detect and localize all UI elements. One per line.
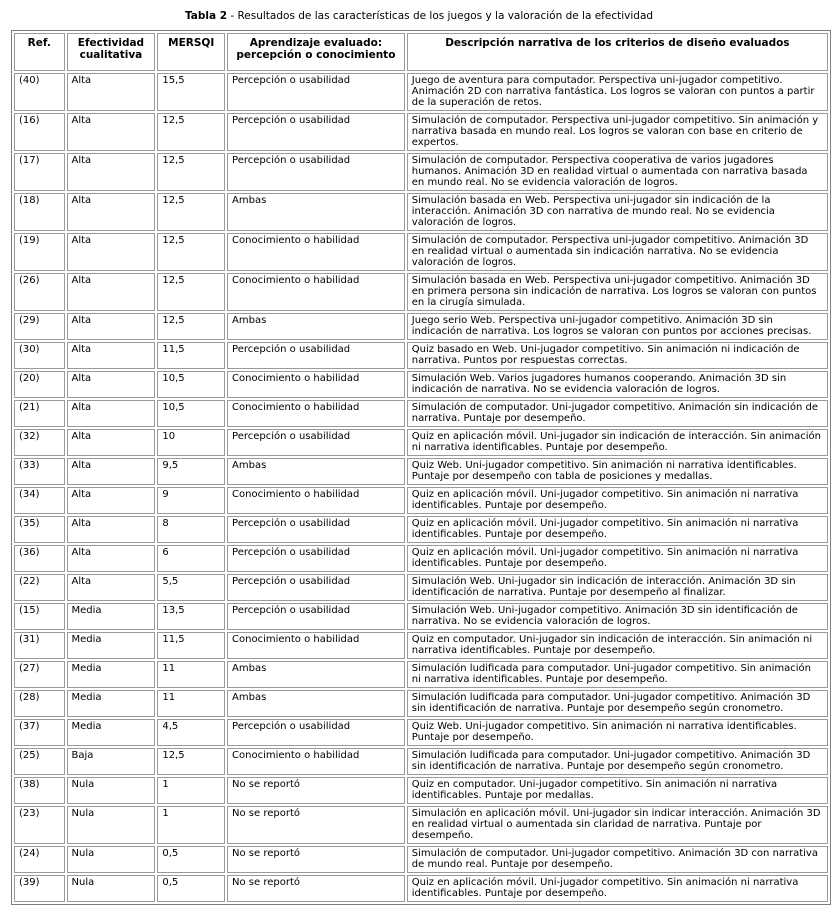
mersqi-cell: 6 — [157, 545, 225, 572]
efectividad-cell: Alta — [67, 342, 156, 369]
mersqi-cell: 0,5 — [157, 846, 225, 873]
ref-cell: (36) — [14, 545, 65, 572]
aprendizaje-cell: Percepción o usabilidad — [227, 73, 405, 111]
table-row — [14, 603, 828, 630]
table-row — [14, 748, 828, 775]
results-table — [11, 30, 831, 905]
efectividad-cell: Media — [67, 661, 156, 688]
table-row — [14, 429, 828, 456]
ref-cell: (32) — [14, 429, 65, 456]
efectividad-cell: Media — [67, 603, 156, 630]
ref-cell: (34) — [14, 487, 65, 514]
descripcion-cell: Quiz basado en Web. Uni-jugador competitivo. Sin animación ni indicación de narrativa. Puntos por respuestas correctas. — [407, 342, 828, 369]
aprendizaje-cell: No se reportó — [227, 846, 405, 873]
table-row — [14, 487, 828, 514]
table-row — [14, 371, 828, 398]
aprendizaje-cell: Percepción o usabilidad — [227, 153, 405, 191]
efectividad-cell: Alta — [67, 313, 156, 340]
ref-cell: (16) — [14, 113, 65, 151]
aprendizaje-cell: Percepción o usabilidad — [227, 113, 405, 151]
mersqi-cell: 10 — [157, 429, 225, 456]
ref-cell: (19) — [14, 233, 65, 271]
aprendizaje-cell: Percepción o usabilidad — [227, 574, 405, 601]
ref-cell: (29) — [14, 313, 65, 340]
descripcion-cell: Simulación de computador. Uni-jugador competitivo. Animación sin indicación de narrativa. Puntaje por desempeño. — [407, 400, 828, 427]
mersqi-cell: 12,5 — [157, 113, 225, 151]
efectividad-cell: Nula — [67, 777, 156, 804]
table-row — [14, 632, 828, 659]
descripcion-cell: Juego serio Web. Perspectiva uni-jugador competitivo. Animación 3D sin indicación de narrativa. Los logros se valoran con puntos por acciones precisas. — [407, 313, 828, 340]
aprendizaje-cell: Percepción o usabilidad — [227, 719, 405, 746]
table-caption-label: Tabla 2 — [184, 10, 228, 22]
table-row — [14, 545, 828, 572]
efectividad-cell: Alta — [67, 574, 156, 601]
aprendizaje-cell: No se reportó — [227, 777, 405, 804]
descripcion-cell: Quiz en aplicación móvil. Uni-jugador competitivo. Sin animación ni narrativa identificables. Puntaje por desempeño. — [407, 487, 828, 514]
column-header-efectividad: Efectividad cualitativa — [67, 33, 156, 71]
efectividad-cell: Alta — [67, 545, 156, 572]
descripcion-cell: Quiz Web. Uni-jugador competitivo. Sin animación ni narrativa identificables. Puntaje por desempeño. — [407, 719, 828, 746]
ref-cell: (37) — [14, 719, 65, 746]
efectividad-cell: Baja — [67, 748, 156, 775]
table-row — [14, 846, 828, 873]
efectividad-cell: Alta — [67, 113, 156, 151]
column-header-mersqi: MERSQI — [157, 33, 225, 71]
ref-cell: (33) — [14, 458, 65, 485]
aprendizaje-cell: Percepción o usabilidad — [227, 429, 405, 456]
table-row — [14, 193, 828, 231]
efectividad-cell: Alta — [67, 458, 156, 485]
efectividad-cell: Alta — [67, 487, 156, 514]
aprendizaje-cell: Percepción o usabilidad — [227, 603, 405, 630]
table-caption — [3, 10, 835, 23]
aprendizaje-cell: Ambas — [227, 313, 405, 340]
mersqi-cell: 12,5 — [157, 313, 225, 340]
table-row — [14, 875, 828, 902]
descripcion-cell: Simulación basada en Web. Perspectiva uni-jugador competitivo. Animación 3D en primera persona sin indicación de narrativa. Los logros se valoran con puntos en la cirugía simulada. — [407, 273, 828, 311]
descripcion-cell: Quiz Web. Uni-jugador competitivo. Sin animación ni narrativa identificables. Puntaje por desempeño con tabla de posiciones y medallas. — [407, 458, 828, 485]
table-row — [14, 233, 828, 271]
mersqi-cell: 10,5 — [157, 400, 225, 427]
column-header-ref: Ref. — [14, 33, 65, 71]
descripcion-cell: Simulación en aplicación móvil. Uni-jugador sin indicar interacción. Animación 3D en realidad virtual o aumentada sin claridad de narrativa. Puntaje por desempeño. — [407, 806, 828, 844]
efectividad-cell: Alta — [67, 73, 156, 111]
mersqi-cell: 8 — [157, 516, 225, 543]
ref-cell: (28) — [14, 690, 65, 717]
table-row — [14, 113, 828, 151]
efectividad-cell: Alta — [67, 516, 156, 543]
ref-cell: (31) — [14, 632, 65, 659]
descripcion-cell: Simulación de computador. Uni-jugador competitivo. Animación 3D con narrativa de mundo real. Puntaje por desempeño. — [407, 846, 828, 873]
ref-cell: (39) — [14, 875, 65, 902]
descripcion-cell: Juego de aventura para computador. Perspectiva uni-jugador competitivo. Animación 2D con narrativa fantástica. Los logros se valoran con puntos a partir de la superación de retos. — [407, 73, 828, 111]
ref-cell: (20) — [14, 371, 65, 398]
mersqi-cell: 0,5 — [157, 875, 225, 902]
aprendizaje-cell: Percepción o usabilidad — [227, 545, 405, 572]
descripcion-cell: Simulación de computador. Perspectiva uni-jugador competitivo. Sin animación y narrativa basada en mundo real. Los logros se valoran con base en criterio de expertos. — [407, 113, 828, 151]
efectividad-cell: Alta — [67, 233, 156, 271]
table-row — [14, 661, 828, 688]
aprendizaje-cell: Ambas — [227, 661, 405, 688]
mersqi-cell: 12,5 — [157, 233, 225, 271]
ref-cell: (40) — [14, 73, 65, 111]
descripcion-cell: Simulación ludificada para computador. Uni-jugador competitivo. Sin animación ni narrativa identificables. Puntaje por desempeño. — [407, 661, 828, 688]
mersqi-cell: 10,5 — [157, 371, 225, 398]
table-row — [14, 574, 828, 601]
descripcion-cell: Quiz en computador. Uni-jugador sin indicación de interacción. Sin animación ni narrativa identificables. Puntaje por desempeño. — [407, 632, 828, 659]
aprendizaje-cell: Ambas — [227, 690, 405, 717]
mersqi-cell: 1 — [157, 777, 225, 804]
mersqi-cell: 12,5 — [157, 273, 225, 311]
table-header — [14, 33, 828, 71]
header-row — [14, 33, 828, 71]
mersqi-cell: 9 — [157, 487, 225, 514]
mersqi-cell: 1 — [157, 806, 225, 844]
table-row — [14, 313, 828, 340]
mersqi-cell: 11 — [157, 690, 225, 717]
ref-cell: (27) — [14, 661, 65, 688]
efectividad-cell: Alta — [67, 400, 156, 427]
ref-cell: (18) — [14, 193, 65, 231]
mersqi-cell: 11 — [157, 661, 225, 688]
aprendizaje-cell: No se reportó — [227, 806, 405, 844]
descripcion-cell: Simulación de computador. Perspectiva uni-jugador competitivo. Animación 3D en realidad virtual o aumentada sin indicación narrativa. No se evidencia valoración de logros. — [407, 233, 828, 271]
aprendizaje-cell: Percepción o usabilidad — [227, 516, 405, 543]
table-row — [14, 719, 828, 746]
table-row — [14, 458, 828, 485]
efectividad-cell: Media — [67, 690, 156, 717]
aprendizaje-cell: Conocimiento o habilidad — [227, 748, 405, 775]
aprendizaje-cell: Conocimiento o habilidad — [227, 400, 405, 427]
mersqi-cell: 13,5 — [157, 603, 225, 630]
mersqi-cell: 12,5 — [157, 748, 225, 775]
efectividad-cell: Nula — [67, 875, 156, 902]
column-header-aprendizaje: Aprendizaje evaluado: percepción o conocimiento — [227, 33, 405, 71]
efectividad-cell: Alta — [67, 153, 156, 191]
table-row — [14, 400, 828, 427]
aprendizaje-cell: Conocimiento o habilidad — [227, 273, 405, 311]
ref-cell: (26) — [14, 273, 65, 311]
table-row — [14, 690, 828, 717]
efectividad-cell: Media — [67, 719, 156, 746]
efectividad-cell: Alta — [67, 429, 156, 456]
efectividad-cell: Alta — [67, 273, 156, 311]
efectividad-cell: Alta — [67, 371, 156, 398]
ref-cell: (21) — [14, 400, 65, 427]
descripcion-cell: Simulación basada en Web. Perspectiva uni-jugador sin indicación de la interacción. Animación 3D con narrativa de mundo real. No se evidencia valoración de logros. — [407, 193, 828, 231]
table-row — [14, 777, 828, 804]
table-row — [14, 153, 828, 191]
efectividad-cell: Nula — [67, 846, 156, 873]
efectividad-cell: Media — [67, 632, 156, 659]
mersqi-cell: 11,5 — [157, 342, 225, 369]
ref-cell: (15) — [14, 603, 65, 630]
ref-cell: (30) — [14, 342, 65, 369]
descripcion-cell: Quiz en aplicación móvil. Uni-jugador competitivo. Sin animación ni narrativa identificables. Puntaje por desempeño. — [407, 516, 828, 543]
descripcion-cell: Quiz en aplicación móvil. Uni-jugador sin indicación de interacción. Sin animación ni narrativa identificables. Puntaje por desempeño. — [407, 429, 828, 456]
column-header-descripcion: Descripción narrativa de los criterios de diseño evaluados — [407, 33, 828, 71]
mersqi-cell: 12,5 — [157, 193, 225, 231]
table-row — [14, 806, 828, 844]
table-row — [14, 342, 828, 369]
efectividad-cell: Alta — [67, 193, 156, 231]
descripcion-cell: Quiz en aplicación móvil. Uni-jugador competitivo. Sin animación ni narrativa identificables. Puntaje por desempeño. — [407, 875, 828, 902]
descripcion-cell: Simulación Web. Uni-jugador competitivo. Animación 3D sin identificación de narrativa. No se evidencia valoración de logros. — [407, 603, 828, 630]
aprendizaje-cell: Conocimiento o habilidad — [227, 632, 405, 659]
aprendizaje-cell: No se reportó — [227, 875, 405, 902]
mersqi-cell: 12,5 — [157, 153, 225, 191]
table-row — [14, 273, 828, 311]
aprendizaje-cell: Conocimiento o habilidad — [227, 371, 405, 398]
aprendizaje-cell: Conocimiento o habilidad — [227, 487, 405, 514]
descripcion-cell: Simulación ludificada para computador. Uni-jugador competitivo. Animación 3D sin identificación de narrativa. Puntaje por desempeño según cronometro. — [407, 690, 828, 717]
ref-cell: (24) — [14, 846, 65, 873]
mersqi-cell: 5,5 — [157, 574, 225, 601]
mersqi-cell: 15,5 — [157, 73, 225, 111]
ref-cell: (17) — [14, 153, 65, 191]
ref-cell: (23) — [14, 806, 65, 844]
aprendizaje-cell: Percepción o usabilidad — [227, 342, 405, 369]
table-row — [14, 516, 828, 543]
mersqi-cell: 9,5 — [157, 458, 225, 485]
mersqi-cell: 11,5 — [157, 632, 225, 659]
aprendizaje-cell: Ambas — [227, 193, 405, 231]
descripcion-cell: Quiz en computador. Uni-jugador competitivo. Sin animación ni narrativa identificables. Puntaje por medallas. — [407, 777, 828, 804]
ref-cell: (38) — [14, 777, 65, 804]
ref-cell: (22) — [14, 574, 65, 601]
descripcion-cell: Simulación Web. Uni-jugador sin indicación de interacción. Animación 3D sin identificación de narrativa. Puntaje por desempeño al finalizar. — [407, 574, 828, 601]
ref-cell: (35) — [14, 516, 65, 543]
descripcion-cell: Simulación Web. Varios jugadores humanos cooperando. Animación 3D sin indicación de narrativa. No se evidencia valoración de logros. — [407, 371, 828, 398]
table-caption-text: - Resultados de las características de los juegos y la valoración de la efectividad — [227, 10, 654, 22]
table-body — [14, 73, 828, 902]
aprendizaje-cell: Conocimiento o habilidad — [227, 233, 405, 271]
mersqi-cell: 4,5 — [157, 719, 225, 746]
table-row — [14, 73, 828, 111]
aprendizaje-cell: Ambas — [227, 458, 405, 485]
efectividad-cell: Nula — [67, 806, 156, 844]
descripcion-cell: Simulación de computador. Perspectiva cooperativa de varios jugadores humanos. Animación 3D en realidad virtual o aumentada con narrativa basada en mundo real. No se evidencia valoración de logros. — [407, 153, 828, 191]
descripcion-cell: Simulación ludificada para computador. Uni-jugador competitivo. Animación 3D sin identificación de narrativa. Puntaje por desempeño según cronometro. — [407, 748, 828, 775]
ref-cell: (25) — [14, 748, 65, 775]
descripcion-cell: Quiz en aplicación móvil. Uni-jugador competitivo. Sin animación ni narrativa identificables. Puntaje por desempeño. — [407, 545, 828, 572]
